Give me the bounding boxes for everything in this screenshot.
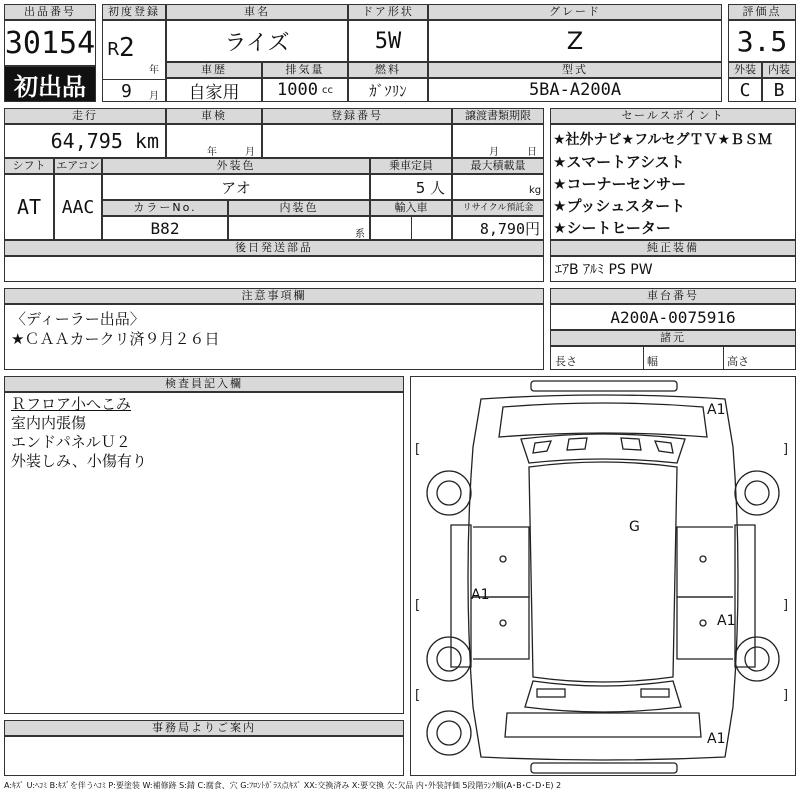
damage-mark: A1 [471,587,490,603]
import-header: 輸入車 [370,200,452,216]
bracket-mark: [ [415,598,421,613]
aircon-header: エアコン [54,158,102,174]
damage-mark: A1 [707,402,726,418]
model-header: 型式 [428,62,722,78]
car-name: ライズ [166,20,348,62]
model-code: 5BA-A200A [428,78,722,102]
inspection-box [166,124,262,158]
first-registration-header: 初度登録 [102,4,166,20]
max-load-unit: kg [529,185,542,196]
interior-color-box [228,216,370,240]
specs-header: 諸元 [550,330,796,346]
car-name-header: 車名 [166,4,348,20]
genuine-equipment: ｴｱB ｱﾙﾐ PS PW [550,256,796,282]
bracket-mark: ] [783,688,789,703]
history: 自家用 [166,78,262,102]
displacement: 1000 [277,80,318,100]
bracket-mark: [ [415,688,421,703]
first-listing-badge: 初出品 [4,66,96,102]
capacity-header: 乗車定員 [370,158,452,174]
shift-header: シフト [4,158,54,174]
month-unit: 月 [149,91,159,102]
shift: AT [4,174,54,240]
registration-month: 9 [121,81,132,102]
notes-header: 注意事項欄 [4,288,544,304]
lot-number: 30154 [4,20,96,66]
damage-mark: G [629,519,640,535]
width-label: 幅 [647,355,658,368]
inspection-year-unit: 年 [207,147,217,158]
transfer-deadline-box [452,124,544,158]
sales-point: ★スマートアシスト [553,153,685,171]
inspector-box [4,392,404,714]
genuine-equipment-header: 純正装備 [550,240,796,256]
legend-text: A:ｷｽﾞ U:ﾍｺﾐ B:ｷｽﾞを伴うﾍｺﾐ P:要塗装 W:補修跡 S:錆 C:腐食、穴 G:ﾌﾛﾝﾄｶﾞﾗｽ点ｷｽﾞ XX:交換済み X:要交換 欠:欠品 内･外装評価 5段階ﾗﾝｸ順(A･B･C･D･E) 2 [4,781,562,790]
transfer-day-unit: 日 [527,147,537,158]
registration-number-box [262,124,452,158]
displacement-header: 排気量 [262,62,348,78]
first-registration-box [102,20,166,102]
sales-point: ★プッシュスタート [553,197,686,215]
inspector-line: エンドパネルＵ２ [11,433,131,451]
interior-header: 内装 [762,62,796,78]
inspection-month-unit: 月 [245,147,255,158]
color-number-header: カラーNo. [102,200,228,216]
bracket-mark: ] [783,442,789,457]
damage-mark: A1 [707,731,726,747]
max-load-box [452,174,544,200]
year-unit: 年 [149,65,159,76]
transfer-deadline-header: 譲渡書類期限 [452,108,544,124]
shipping-parts-box [4,256,544,282]
chassis-number: A200A-0075916 [550,304,796,330]
history-header: 車歴 [166,62,262,78]
exterior-color-header: 外装色 [102,158,370,174]
recycle-fee: 8,790円 [452,216,544,240]
sales-points-header: セールスポイント [550,108,796,124]
lot-number-header: 出品番号 [4,4,96,20]
import-box [370,216,452,240]
era-letter: R [107,39,120,60]
bracket-mark: ] [783,598,789,613]
shipping-parts-header: 後日発送部品 [4,240,544,256]
mileage: 64,795 km [4,124,166,158]
note-line: 〈ディーラー出品〉 [11,310,145,328]
sales-point: ★シートヒーター [553,219,671,237]
sales-points-box [550,124,796,240]
inspector-line: Ｒフロア小へこみ [11,395,132,413]
exterior-color: アオ [102,174,370,200]
inspector-header: 検査員記入欄 [4,376,404,392]
bracket-mark: [ [415,442,421,457]
registration-year: 2 [119,33,135,63]
transfer-month-unit: 月 [489,147,499,158]
grade: Z [428,20,722,62]
max-load-header: 最大積載量 [452,158,544,174]
door-type: 5W [348,20,428,62]
car-outline [411,377,795,775]
office-notice-header: 事務局よりご案内 [4,720,404,736]
interior-grade: B [762,78,796,102]
inspector-line: 外装しみ、小傷有り [11,452,147,470]
height-label: 高さ [727,355,749,368]
score: 3.5 [728,20,796,62]
interior-color-header: 内装色 [228,200,370,216]
inspection-header: 車検 [166,108,262,124]
fuel-header: 燃料 [348,62,428,78]
interior-color-unit: 系 [355,229,365,240]
exterior-grade: C [728,78,762,102]
inspector-line: 室内内張傷 [11,414,87,432]
door-header: ドア形状 [348,4,428,20]
mileage-header: 走行 [4,108,166,124]
capacity: 5 人 [370,174,452,200]
specs-box [550,346,796,370]
damage-mark: A1 [717,613,736,629]
office-notice-box [4,736,404,776]
recycle-header: リサイクル預託金 [452,200,544,216]
exterior-header: 外装 [728,62,762,78]
color-number: B82 [102,216,228,240]
score-header: 評価点 [728,4,796,20]
chassis-number-header: 車台番号 [550,288,796,304]
registration-number-header: 登録番号 [262,108,452,124]
displacement-cell [262,78,348,102]
sales-point: ★コーナーセンサー [553,175,687,193]
car-damage-diagram [410,376,796,776]
aircon: AAC [54,174,102,240]
grade-header: グレード [428,4,722,20]
notes-box [4,304,544,370]
displacement-unit: cc [321,84,333,96]
length-label: 長さ [555,355,577,368]
fuel: ｶﾞｿﾘﾝ [348,78,428,102]
note-line: ★ＣＡＡカークリ済９月２６日 [11,330,220,348]
sales-point: ★社外ナビ★フルセグＴＶ★ＢＳＭ [553,132,773,148]
